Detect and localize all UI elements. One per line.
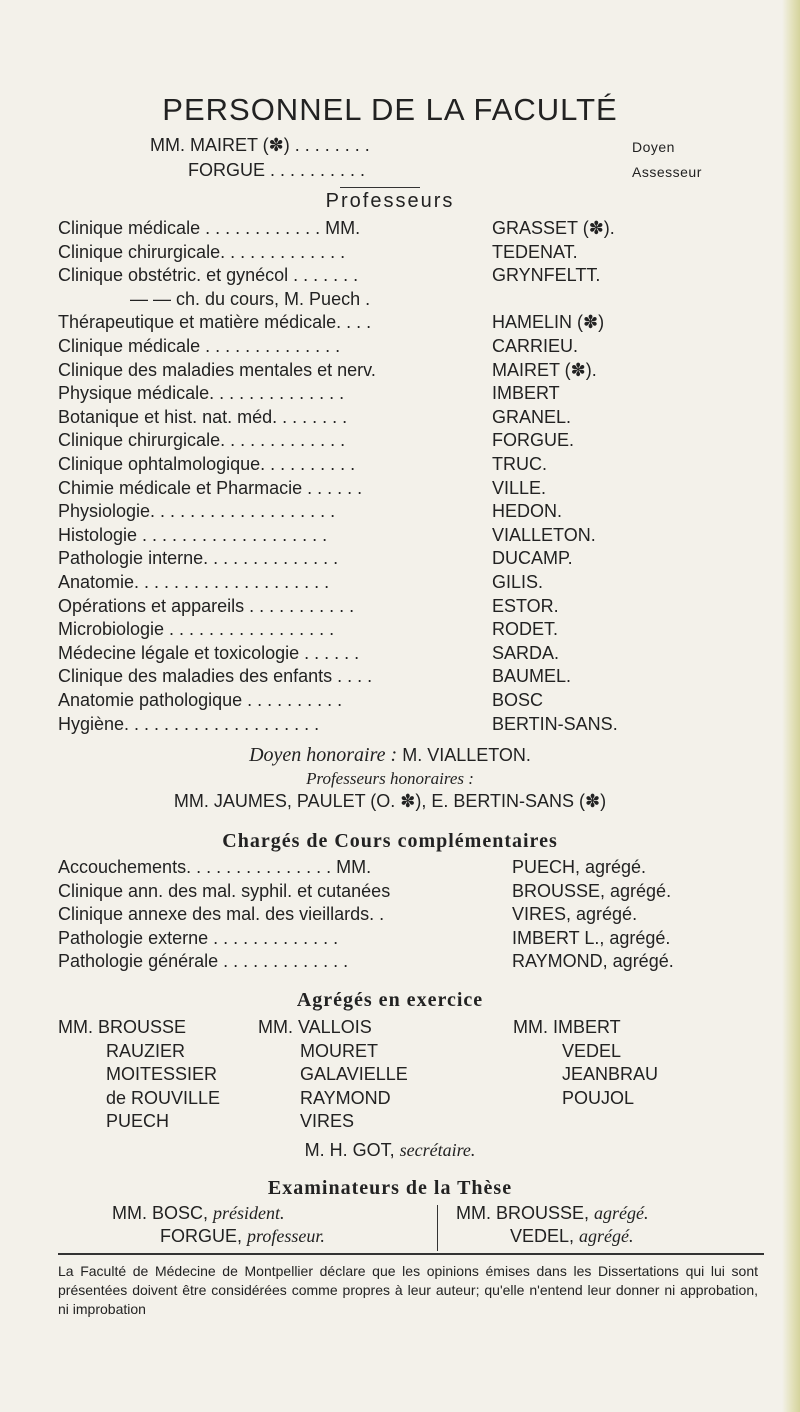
professeur-subject: Clinique des maladies des enfants . . . . — [58, 666, 373, 687]
examinateur-name: MM. BOSC, — [112, 1203, 209, 1223]
professeur-subject: Anatomie. . . . . . . . . . . . . . . . . . . . — [58, 572, 330, 592]
professeur-name: GILIS. — [492, 572, 544, 592]
faculty-notice: La Faculté de Médecine de Montpellier déclare que les opinions émises dans les Dissertations qui lui sont présentées doivent être considérées comme propres à leur auteur; qu'elle n'entend leur donner ni approbation, ni improbation — [58, 1263, 758, 1317]
professeur-subject: Pathologie interne. . . . . . . . . . . . . . — [58, 548, 339, 569]
professeur-name: ESTOR. — [492, 595, 559, 616]
examinateur-role: professeur. — [247, 1226, 325, 1246]
professeur-subject: Hygiène. . . . . . . . . . . . . . . . . . . . — [58, 713, 320, 734]
professeur-name: BOSC — [492, 690, 544, 710]
professeur-name: TRUC. — [492, 454, 547, 474]
professeur-name: IMBERT — [492, 383, 560, 404]
doyen-honoraire — [0, 744, 780, 767]
professeur-subject: Chimie médicale et Pharmacie . . . . . . — [58, 477, 363, 498]
agrege-name: MOITESSIER — [106, 1064, 218, 1084]
professeurs-honoraires-label: Professeurs honoraires : — [306, 769, 474, 788]
charge-subject: Pathologie externe . . . . . . . . . . . . . — [58, 927, 339, 948]
professeur-name: VIALLETON. — [492, 524, 596, 545]
secretaire-role: secrétaire. — [399, 1140, 476, 1160]
agrege-name: PUECH — [106, 1111, 170, 1131]
agrege-name: POUJOL — [562, 1087, 635, 1108]
agrege-name: VIRES — [300, 1111, 355, 1131]
examinateur-president — [112, 1203, 285, 1224]
professeur-subject: Physiologie. . . . . . . . . . . . . . . . . . . — [58, 501, 336, 522]
professeur-name: BERTIN-SANS. — [492, 713, 618, 734]
professeurs-honoraires-names: MM. JAUMES, PAULET (O. ✽), E. BERTIN-SANS (✽) — [173, 791, 607, 811]
professeur-subject: Thérapeutique et matière médicale. . . . — [58, 312, 372, 333]
doyen-role: Doyen — [632, 139, 675, 155]
professeur-subject: Clinique chirurgicale. . . . . . . . . . . . . — [58, 241, 346, 262]
professeur-subject: Clinique chirurgicale. . . . . . . . . . . . . — [58, 430, 346, 451]
charges-heading: Chargés de Cours complémentaires — [222, 830, 558, 852]
examinateur-name: MM. BROUSSE, — [456, 1203, 590, 1223]
secretaire-name: M. H. GOT, — [304, 1140, 395, 1160]
charge-subject: Accouchements. . . . . . . . . . . . . . . MM. — [58, 857, 372, 877]
divider — [340, 187, 420, 188]
professeur-name: CARRIEU. — [492, 336, 579, 356]
professeur-name: HAMELIN (✽) — [492, 312, 605, 333]
professeur-name: TEDENAT. — [492, 241, 578, 262]
charge-name: IMBERT L., agrégé. — [512, 927, 671, 948]
professeur-subject: Médecine légale et toxicologie . . . . . . — [58, 642, 360, 663]
examinateurs-heading: Examinateurs de la Thèse — [267, 1177, 513, 1199]
divider — [58, 1253, 764, 1255]
professeur-subject: — — ch. du cours, M. Puech . — [130, 288, 371, 309]
examinateur-role: président. — [213, 1203, 285, 1223]
professeurs-heading: Professeurs — [325, 190, 455, 212]
examinateur-name: VEDEL, — [510, 1226, 575, 1246]
professeur-name: RODET. — [492, 619, 559, 640]
page-title: PERSONNEL DE LA FACULTÉ — [162, 92, 618, 127]
professeur-name: MAIRET (✽). — [492, 359, 597, 380]
charge-name: BROUSSE, agrégé. — [512, 880, 672, 901]
examinateur-role: agrégé. — [579, 1226, 634, 1246]
examinateur-agrege-1 — [456, 1203, 649, 1224]
column-divider — [437, 1205, 438, 1251]
professeur-subject: Clinique des maladies mentales et nerv. — [58, 359, 376, 380]
examinateur-professeur — [160, 1226, 325, 1247]
professeur-name: BAUMEL. — [492, 666, 572, 687]
agrege-name: RAYMOND — [300, 1087, 391, 1108]
professeur-subject: Anatomie pathologique . . . . . . . . . . — [58, 690, 343, 710]
charge-subject: Clinique annexe des mal. des vieillards. . — [58, 904, 385, 924]
professeur-name: GRASSET (✽). — [492, 218, 615, 238]
charge-name: PUECH, agrégé. — [512, 857, 647, 877]
professeur-subject: Clinique médicale . . . . . . . . . . . . . . — [58, 336, 341, 356]
professeur-name: GRANEL. — [492, 406, 572, 427]
doyen-honoraire-label: Doyen honoraire : — [249, 744, 398, 766]
professeur-subject: Opérations et appareils . . . . . . . . . . . — [58, 595, 355, 616]
assesseur-role: Assesseur — [632, 164, 702, 180]
agrege-name: de ROUVILLE — [106, 1087, 221, 1108]
agrege-name: JEANBRAU — [562, 1064, 659, 1084]
assesseur-name: FORGUE . . . . . . . . . . — [188, 160, 366, 180]
professeur-name: VILLE. — [492, 477, 547, 498]
professeur-subject: Microbiologie . . . . . . . . . . . . . . . . . — [58, 619, 335, 640]
agrege-name: GALAVIELLE — [300, 1064, 408, 1084]
professeur-subject: Botanique et hist. nat. méd. . . . . . . . — [58, 406, 348, 427]
doyen-name: MM. MAIRET (✽) . . . . . . . . — [150, 135, 370, 155]
professeur-name: FORGUE. — [492, 430, 575, 451]
professeur-name: GRYNFELTT. — [492, 265, 601, 286]
professeur-name: SARDA. — [492, 642, 560, 663]
agreges-heading: Agrégés en exercice — [296, 989, 484, 1011]
agrege-name: MOURET — [300, 1040, 378, 1061]
charge-subject: Clinique ann. des mal. syphil. et cutanées — [58, 880, 391, 901]
professeur-subject: Clinique ophtalmologique. . . . . . . . . . — [58, 454, 356, 474]
doyen-honoraire-name: M. VIALLETON. — [402, 745, 531, 765]
professeur-subject: Histologie . . . . . . . . . . . . . . . . . . . — [58, 524, 328, 545]
examinateur-name: FORGUE, — [160, 1226, 243, 1246]
professeur-subject: Clinique obstétric. et gynécol . . . . . . . — [58, 265, 359, 286]
examinateur-role: agrégé. — [594, 1203, 649, 1223]
examinateur-agrege-2 — [510, 1226, 634, 1247]
page-edge-shadow — [782, 0, 800, 1412]
professeur-name: DUCAMP. — [492, 548, 573, 569]
agrege-name: RAUZIER — [106, 1040, 186, 1061]
agrege-name: MM. VALLOIS — [258, 1017, 372, 1037]
professeur-subject: Clinique médicale . . . . . . . . . . . . MM. — [58, 218, 361, 238]
professeur-name: HEDON. — [492, 501, 563, 522]
agrege-name: MM. IMBERT — [513, 1017, 621, 1037]
charge-subject: Pathologie générale . . . . . . . . . . . . . — [58, 951, 349, 971]
charge-name: RAYMOND, agrégé. — [512, 951, 674, 971]
secretaire — [0, 1140, 780, 1161]
agrege-name: MM. BROUSSE — [58, 1017, 187, 1037]
agrege-name: VEDEL — [562, 1040, 622, 1061]
professeur-subject: Physique médicale. . . . . . . . . . . . . . — [58, 383, 345, 404]
charge-name: VIRES, agrégé. — [512, 904, 638, 924]
